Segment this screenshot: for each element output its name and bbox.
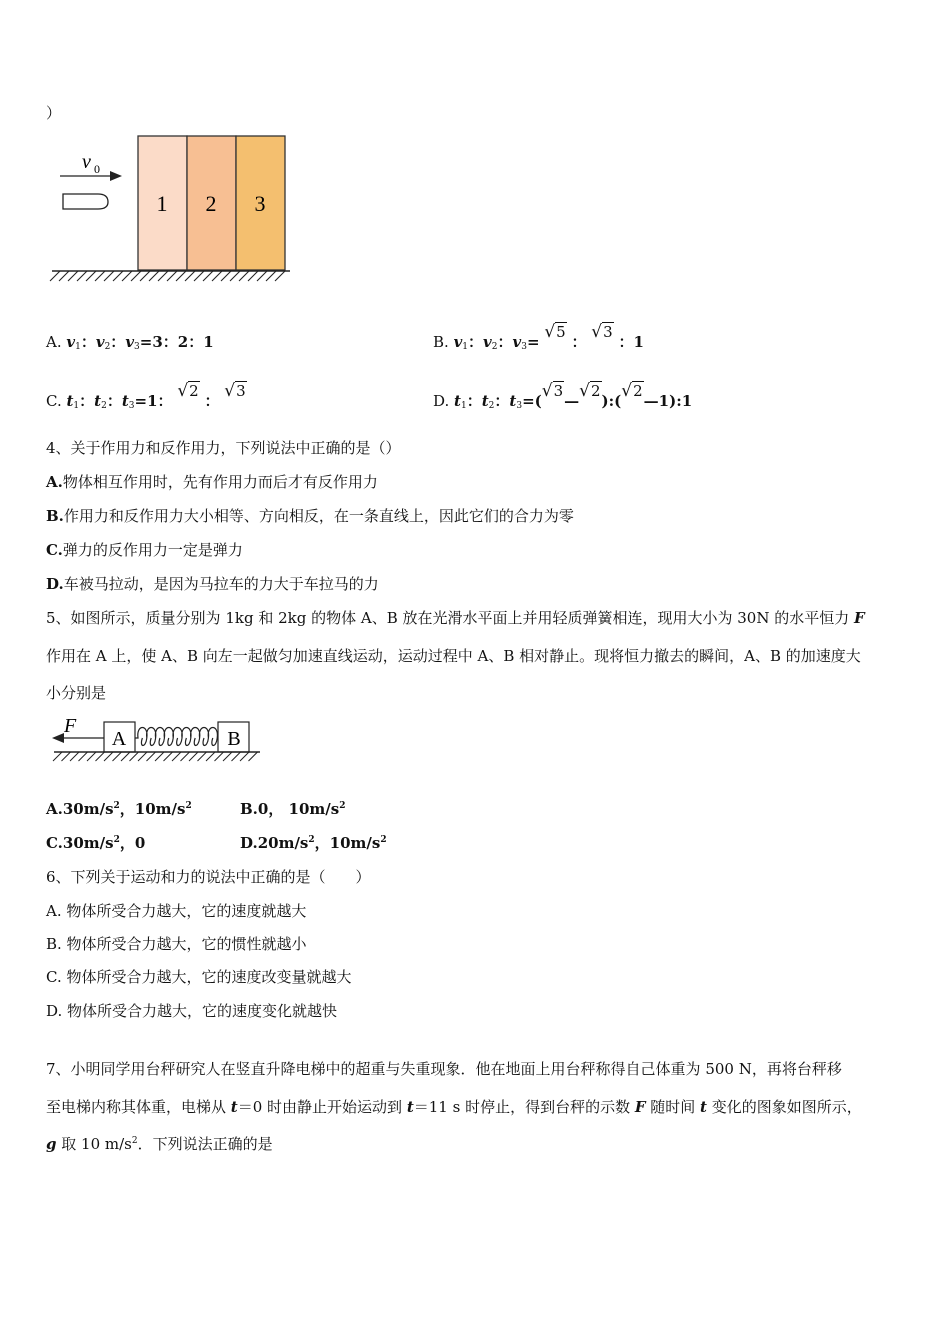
previous-question-tail: ）: [46, 104, 62, 122]
hatch-line: [189, 752, 198, 761]
figure-bullet-blocks: [48, 128, 298, 288]
hatch-line: [68, 271, 78, 281]
q3-option-a: A. $v_1$：$v_2$：$v_3=3$：2：1: [46, 333, 214, 352]
q6-option-b: B. 物体所受合力越大，它的惯性就越小: [46, 935, 307, 953]
hatch-line: [70, 752, 79, 761]
q5-option-c: $C.30m/s^2$，0: [46, 834, 146, 852]
q7-stem-line-3: g 取 10 $m/s^2$．下列说法正确的是: [46, 1135, 273, 1153]
figure-spring-blocks: [48, 712, 263, 770]
hatch-line: [53, 752, 62, 761]
q4-option-b: B.作用力和反作用力大小相等、方向相反，在一条直线上，因此它们的合力为零: [46, 507, 574, 525]
q4-option-d: D.车被马拉动，是因为马拉车的力大于车拉马的力: [46, 575, 379, 593]
block-1-label: 1: [156, 191, 168, 216]
hatch-line: [87, 752, 96, 761]
hatch-line: [77, 271, 87, 281]
hatch-line: [257, 271, 267, 281]
hatch-line: [104, 752, 113, 761]
q7-stem-line-1: 7、小明同学用台秤研究人在竖直升降电梯中的超重与失重现象．他在地面上用台秤称得自己体重为 500 N，再将台秤移: [46, 1060, 842, 1078]
sqrt-3: √3: [591, 322, 613, 342]
hatch-line: [158, 271, 168, 281]
hatch-line: [104, 271, 114, 281]
v0-label: v: [82, 151, 91, 173]
hatch-line: [138, 752, 147, 761]
hatch-line: [266, 271, 276, 281]
hatch-line: [212, 271, 222, 281]
hatch-line: [232, 752, 241, 761]
q3-option-d: D. $t_1$：$t_2$：$t_3=(√3—√2):(√2—1):1$: [433, 381, 693, 411]
ground-hatching: [50, 271, 285, 281]
sqrt-3: √3: [541, 381, 564, 401]
hatch-line: [86, 271, 96, 281]
q4-option-c: C.弹力的反作用力一定是弹力: [46, 541, 243, 559]
sqrt-5: √5: [544, 322, 566, 342]
block-b-label: B: [227, 728, 241, 750]
q6-option-a: A. 物体所受合力越大，它的速度就越大: [46, 902, 307, 920]
bullet-shape: [63, 194, 108, 209]
hatch-line: [149, 271, 159, 281]
hatch-line: [59, 271, 69, 281]
hatch-line: [62, 752, 71, 761]
q3-option-c: C. $t_1$：$t_2$：$t_3=1$： √2 ： √3: [46, 381, 246, 411]
q5-stem-line-2: 作用在 A 上，使 A、B 向左一起做匀加速直线运动，运动过程中 A、B 相对静止。现将恒力撤去的瞬间，A、B 的加速度大: [46, 647, 861, 665]
hatch-line: [131, 271, 141, 281]
hatch-line: [194, 271, 204, 281]
hatch-line: [122, 271, 132, 281]
hatch-line: [198, 752, 207, 761]
hatch-line: [113, 752, 122, 761]
velocity-arrow: [60, 171, 122, 181]
hatch-line: [113, 271, 123, 281]
hatch-line: [275, 271, 285, 281]
hatch-line: [96, 752, 105, 761]
q6-option-c: C. 物体所受合力越大，它的速度改变量就越大: [46, 968, 352, 986]
sqrt-2: √2: [177, 381, 199, 401]
hatch-line: [223, 752, 232, 761]
q3-option-b: B. $v_1$：$v_2$：$v_3= √5$ ： √3 ：1: [433, 322, 644, 352]
hatch-line: [206, 752, 215, 761]
hatch-line: [249, 752, 258, 761]
q5-option-a: $A.30m/s^2$，$10m/s^2$: [46, 800, 192, 818]
hatch-line: [240, 752, 249, 761]
v0-subscript: 0: [94, 162, 100, 176]
hatch-line: [147, 752, 156, 761]
hatch-line: [155, 752, 164, 761]
hatch-line: [230, 271, 240, 281]
sqrt-2: √2: [621, 381, 643, 401]
sqrt-2: √2: [579, 381, 601, 401]
q5-option-d: $D.20m/s^2$，$10m/s^2$: [240, 834, 387, 852]
hatch-line: [172, 752, 181, 761]
hatch-line: [203, 271, 213, 281]
block-3-label: 3: [254, 191, 266, 216]
block-a-label: A: [111, 728, 127, 750]
q5-stem-line-3: 小分别是: [46, 684, 107, 702]
q4-option-a: A.物体相互作用时，先有作用力而后才有反作用力: [46, 473, 378, 491]
hatch-line: [79, 752, 88, 761]
hatch-line: [185, 271, 195, 281]
q5-stem-line-1: 5、如图所示，质量分别为 1kg 和 2kg 的物体 A、B 放在光滑水平面上并用轻质弹簧相连，现用大小为 30N 的水平恒力 F: [46, 609, 865, 627]
hatch-line: [176, 271, 186, 281]
hatch-line: [215, 752, 224, 761]
hatch-line: [167, 271, 177, 281]
hatch-line: [221, 271, 231, 281]
hatch-line: [95, 271, 105, 281]
q4-stem: 4、关于作用力和反作用力，下列说法中正确的是（）: [46, 439, 401, 457]
hatch-line: [121, 752, 130, 761]
hatch-line: [130, 752, 139, 761]
block-2-label: 2: [205, 191, 217, 216]
q5-option-b: B.0， $10m/s^2$: [240, 800, 346, 818]
hatch-line: [239, 271, 249, 281]
force-label: F: [64, 715, 77, 737]
q7-stem-line-2: 至电梯内称其体重，电梯从 t＝0 时由静止开始运动到 t＝11 s 时停止，得到台秤的示数 F 随时间 t 变化的图象如图所示，: [46, 1098, 862, 1116]
force-arrow: [52, 733, 104, 743]
hatch-line: [181, 752, 190, 761]
hatch-line: [248, 271, 258, 281]
q6-option-d: D. 物体所受合力越大，它的速度变化就越快: [46, 1002, 338, 1020]
hatch-line: [50, 271, 60, 281]
ground-hatching: [53, 752, 258, 761]
sqrt-3: √3: [224, 381, 246, 401]
hatch-line: [164, 752, 173, 761]
hatch-line: [140, 271, 150, 281]
q6-stem: 6、下列关于运动和力的说法中正确的是（ ）: [46, 868, 371, 886]
spring: [135, 728, 218, 746]
